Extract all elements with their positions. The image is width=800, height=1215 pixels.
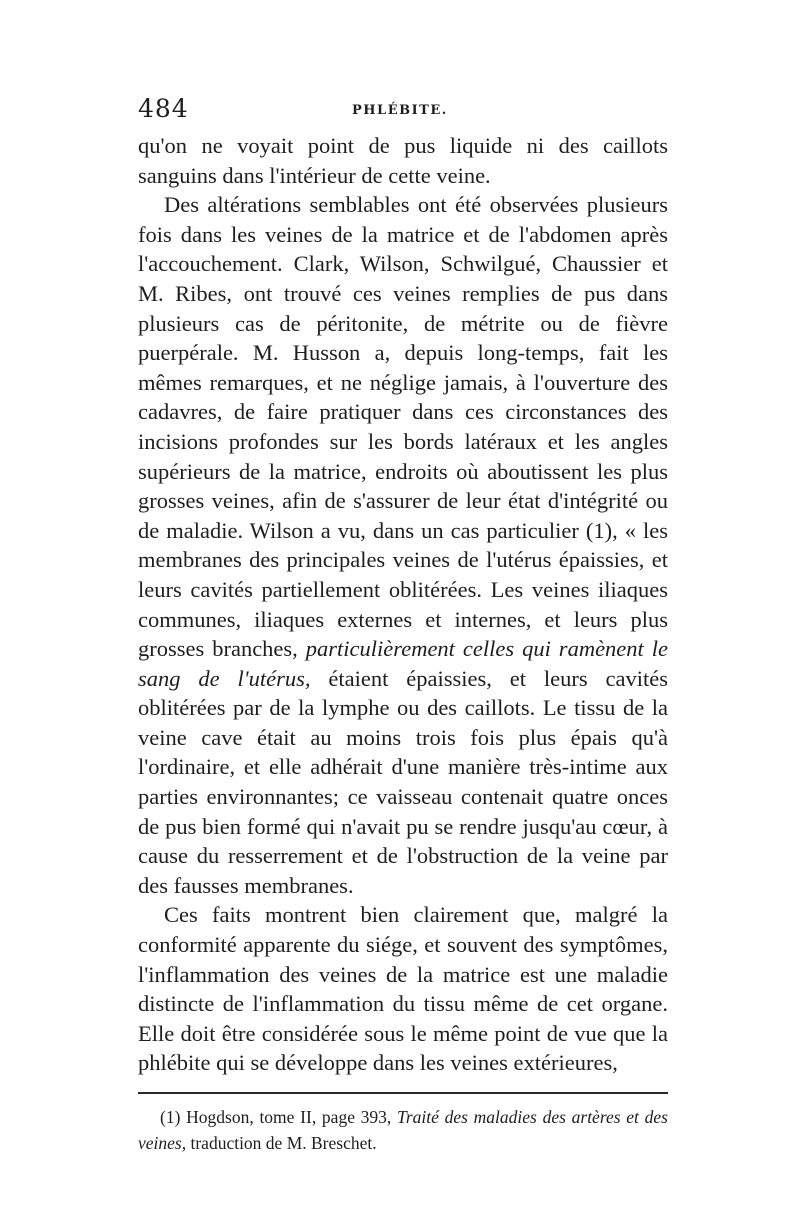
- paragraph-1: qu'on ne voyait point de pus liquide ni des caillots sanguins dans l'intérieur de cette veine.: [138, 133, 668, 188]
- footnote: [138, 1104, 668, 1156]
- running-title: PHLÉBITE.: [352, 103, 448, 118]
- page-number: 484: [138, 94, 189, 123]
- running-head: [138, 95, 668, 131]
- main-text: [138, 131, 668, 1078]
- paragraph-2: [138, 190, 668, 900]
- paragraph-2-end: étaient épaissies, et leurs cavités oblitérées par de la lymphe ou des caillots. Le tissu de la veine cave était au moins trois fois plus épais qu'à l'ordinaire, et elle adhérait d'une manière très-intime aux parties environnantes; ce vaisseau contenait quatre onces de pus bien formé qui n'avait pu se rendre jusqu'au cœur, à cause du resserrement et de l'obstruction de la veine par des fausses membranes.: [138, 665, 669, 898]
- footnote-rule: [138, 1092, 668, 1094]
- paragraph-3: Ces faits montrent bien clairement que, malgré la conformité apparente du siége, et souvent des symptômes, l'inflammation des veines de la matrice est une maladie distincte de l'inflammation du tissu même de cet organe. Elle doit être considérée sous le même point de vue que la phlébite qui se développe dans les veines extérieures,: [138, 902, 668, 1076]
- paragraph-2-italic: particulièrement celles qui ramènent le sang de l'utérus,: [138, 636, 668, 691]
- footnote-end: traduction de M. Breschet.: [190, 1133, 377, 1153]
- footnote-italic-title: Traité des maladies des artères et des veines,: [138, 1107, 668, 1153]
- footnote-start: (1) Hogdson, tome II, page 393,: [160, 1107, 392, 1127]
- book-page: [138, 95, 668, 1156]
- paragraph-2-start: Des altérations semblables ont été observées plusieurs fois dans les veines de la matrice et de l'abdomen après l'accouchement. Clark, Wilson, Schwilgué, Chaussier et M. Ribes, ont trouvé ces veines remplies de pus dans plusieurs cas de péritonite, de métrite ou de fièvre puerpérale. M. Husson a, depuis long-temps, fait les mêmes remarques, et ne néglige jamais, à l'ouverture des cadavres, de faire pratiquer dans ces circonstances des incisions profondes sur les bords latéraux et les angles supérieurs de la matrice, endroits où aboutissent les plus grosses veines, afin de s'assurer de leur état d'intégrité ou de maladie. Wilson a vu, dans un cas particulier (1), « les membranes des principales veines de l'utérus épaissies, et leurs cavités partiellement oblitérées. Les veines iliaques communes, iliaques externes et internes, et leurs plus grosses branches,: [138, 192, 668, 662]
